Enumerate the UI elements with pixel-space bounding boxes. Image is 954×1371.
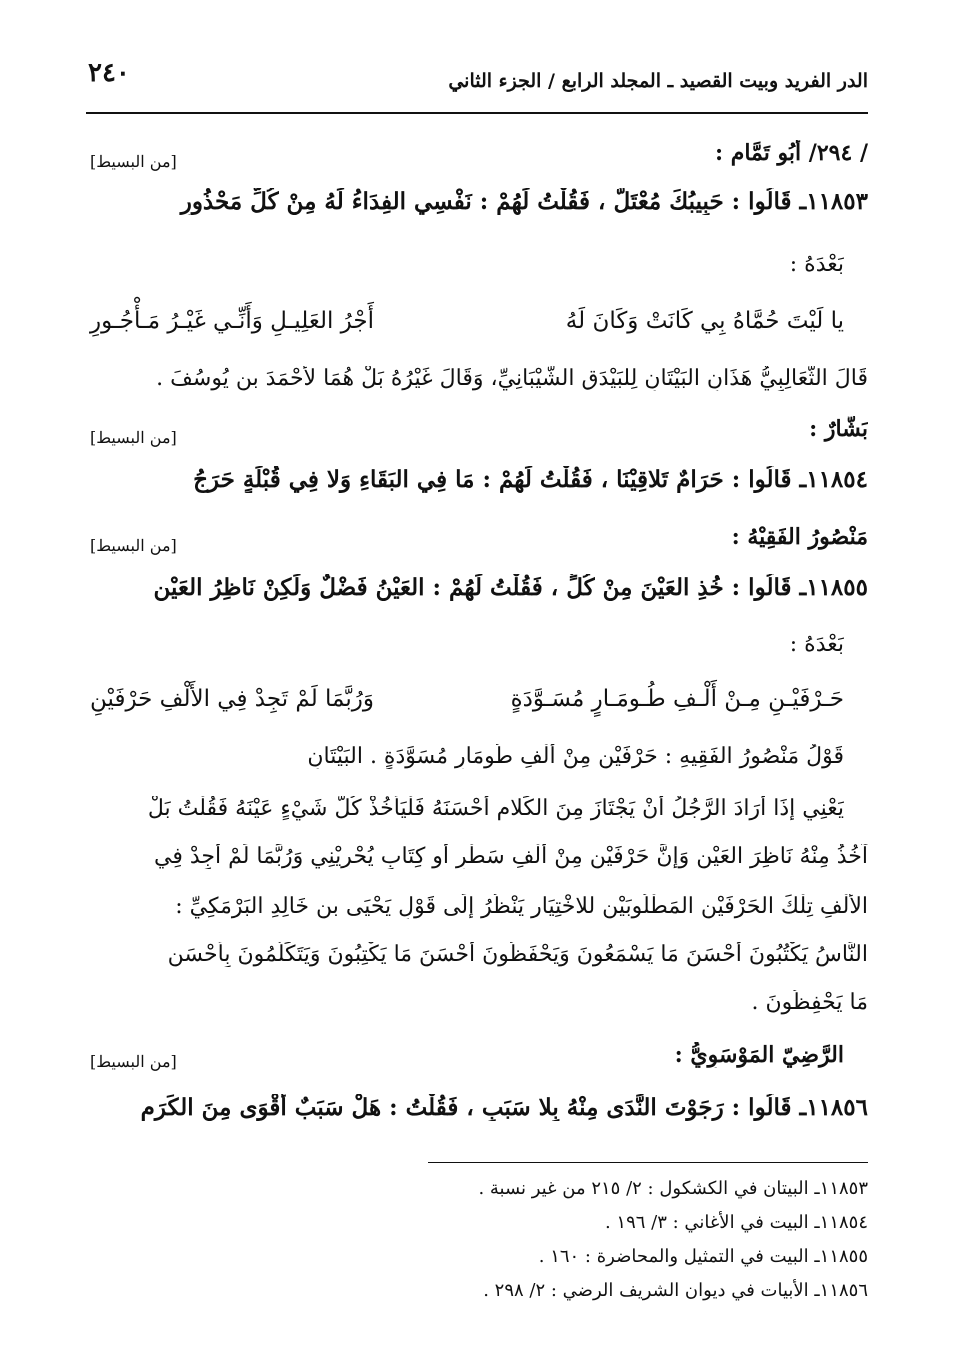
hemistich-right: يا لَيْتَ حُمَّاهُ بِي كَانَتْ وَكَانَ لَهُ — [565, 308, 844, 334]
verse-11855: ١١٨٥٥ـ قَالُوا : خُذِ العَيْنَ مِنْ كُلٍّ ، فَقُلْتُ لَهُمْ : العَيْنُ فَضْلٌ وَلَكِنْ نَاظِرُ العَيْنِ — [153, 574, 868, 601]
footnote: ١١٨٥٣ـ البيتان في الكشكول : ٢/ ٢١٥ من غير نسبة . — [478, 1178, 868, 1199]
footnote-divider — [428, 1162, 868, 1163]
verse-11856: ١١٨٥٦ـ قَالُوا : رَجَوْتَ النَّدَى مِنْهُ بِلا سَبَبٍ ، فَقُلْتُ : هَلْ سَبَبٌ أَقْوَى مِنَ الكَرَمِ — [140, 1094, 868, 1121]
meter-label: [من البسيط] — [90, 536, 177, 555]
footnote: ١١٨٥٦ـ الأبيات في ديوان الشريف الرضي : ٢/ ٢٩٨ . — [483, 1280, 868, 1301]
hemistich-right: حَـرْفَيْـنِ مِـنْ أَلْـفِ طُـومَـارٍ مُسَـوَّدَةٍ — [510, 686, 844, 712]
baadahu-label: بَعْدَهُ : — [789, 632, 844, 657]
running-header-title: الدر الفريد وبيت القصيد ـ المجلد الرابع / الجزء الثاني — [448, 70, 868, 92]
header-divider — [86, 112, 868, 114]
meter-label: [من البسيط] — [90, 1052, 177, 1071]
poet-heading-bashar: بَشَّارٌ : — [809, 416, 868, 442]
footnote: ١١٨٥٥ـ البيت في التمثيل والمحاضرة : ١٦٠ . — [538, 1246, 868, 1267]
commentary-line: مَا يَحْفِظُونَ . — [751, 990, 868, 1015]
footnote: ١١٨٥٤ـ البيت في الأغاني : ٣/ ١٩٦ . — [604, 1212, 868, 1233]
page-number: ٢٤٠ — [88, 58, 130, 88]
hemistich-left: وَرُبَّمَا لَمْ تَجِدْ فِي الأَلْفِ حَرْفَيْنِ — [90, 686, 374, 712]
poet-heading-abu-tammam: / ٢٩٤/ أَبُو تَمَّام : — [714, 140, 868, 166]
poet-heading-radi: الرَّضِيّ المَوْسَوِيُّ : — [674, 1042, 844, 1068]
commentary-line: النَّاسُ يَكْتُبُونَ أَحْسَنَ مَا يَسْمَعُونَ وَيَحْفَظُونَ أَحْسَنَ مَا يَكْتِبُونَ وَيَتَكَلَّمُونَ بِأَحْسَنِ — [167, 942, 868, 967]
baadahu-label: بَعْدَهُ : — [789, 252, 844, 277]
meter-label: [من البسيط] — [90, 152, 177, 171]
commentary-line: يَعْنِي إِذَا أَرَادَ الرَّجُلُ أَنْ يَجْتَازَ مِنَ الكَلامِ أَحْسَنَهُ فَلْيَأْخُذْ كُلَّ شَيْءٍ عَيْنَهُ فَقُلْتُ بَلْ — [147, 796, 844, 821]
poet-heading-mansur: مَنْصُورُ الفَقِيْهُ : — [731, 524, 868, 550]
attribution-note: قَالَ الثَّعَالِبِيُّ هَذَانِ البَيْتَانِ لِلبَيْدَقِ الشَّيْبَانِيِّ، وَقَالَ غَيْرُهُ بَلْ هُمَا لأَحْمَدَ بنِ يُوسُفَ . — [156, 366, 868, 391]
hemistich-left: أَجْرُ العَلِيـلِ وَأَنِّـي غَيْـرُ مَـأْجُـورِ — [90, 308, 374, 334]
verse-11853: ١١٨٥٣ـ قَالُوا : حَبِيبُكَ مُعْتَلٌّ ، فَقُلْتُ لَهُمْ : نَفْسِي الفِدَاءُ لَهُ مِنْ كُلِّ مَحْذُورِ — [180, 188, 868, 215]
commentary-line: آخُذُ مِنْهُ نَاظِرَ العَيْنِ وَإِنَّ حَرْفَيْنِ مِنْ أَلْفِ سَطْرٍ أَو كِتَابٍ يُحْرِيْنِي وَرُبَّمَا لَمْ أَجِدْ فِي — [153, 844, 868, 869]
verse-11854: ١١٨٥٤ـ قَالُوا : حَرَامٌ تَلاقِيْنَا ، فَقُلْتُ لَهُمْ : مَا فِي البَقَاءِ وَلا فِي قُبْلَةٍ حَرَجُ — [193, 466, 868, 493]
commentary-note: قَوْلُ مَنْصُورُ الفَقِيهِ : حَرْفَيْنِ مِنْ أَلْفِ طُومَارٍ مُسَوَّدَةٍ . البَيْتَانِ — [307, 744, 844, 769]
meter-label: [من البسيط] — [90, 428, 177, 447]
commentary-line: الأَلْفِ تِلْكَ الحَرْفَيْنِ المَطْلُوبَيْنِ للاخْتِيَارِ يَنْظُرُ إِلَى قَوْلِ يَحْيَى بن خَالِدِ البَرْمَكِيِّ : — [175, 894, 868, 919]
